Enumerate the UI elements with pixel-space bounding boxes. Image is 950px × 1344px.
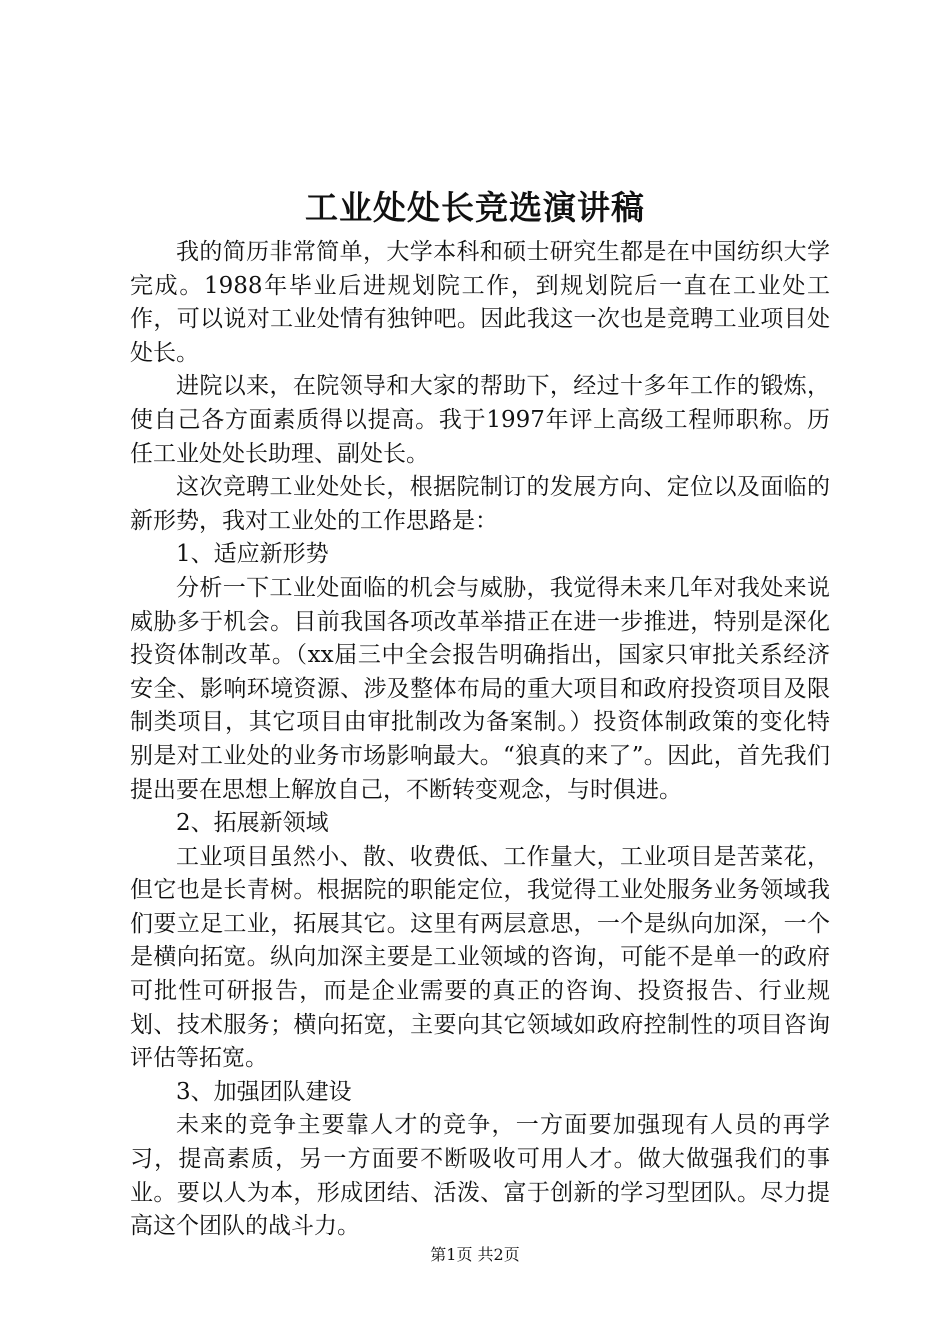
paragraph: 分析一下工业处面临的机会与威胁，我觉得未来几年对我处来说威胁多于机会。目前我国各项改革举措正在进一步推进，特别是深化投资体制改革。（xx届三中全会报告明确指出，国家只审批关系经济安全、影响环境资源、涉及整体布局的重大项目和政府投资项目及限制类项目，其它项目由审批制改为备案制。）投资体制政策的变化特别是对工业处的业务市场影响最大。“狼真的来了”。因此，首先我们提出要在思想上解放自己，不断转变观念，与时俱进。 [130, 574, 830, 803]
paragraph: 工业项目虽然小、散、收费低、工作量大，工业项目是苦菜花，但它也是长青树。根据院的职能定位，我觉得工业处服务业务领域我们要立足工业，拓展其它。这里有两层意思，一个是纵向加深，一个是横向拓宽。纵向加深主要是工业领域的咨询，可能不是单一的政府可批性可研报告，而是企业需要的真正的咨询、投资报告、行业规划、技术服务；横向拓宽，主要向其它领域如政府控制性的项目咨询评估等拓宽。 [130, 843, 830, 1072]
paragraph: 我的简历非常简单，大学本科和硕士研究生都是在中国纺织大学完成。1988年毕业后进规划院工作，到规划院后一直在工业处工作，可以说对工业处情有独钟吧。因此我这一次也是竞聘工业项目处处长。 [130, 239, 830, 366]
section-heading: 3、加强团队建设 [176, 1078, 352, 1105]
paragraph: 这次竞聘工业处处长，根据院制订的发展方向、定位以及面临的新形势，我对工业处的工作思路是： [130, 474, 830, 534]
section-heading: 1、适应新形势 [176, 541, 329, 568]
paragraph: 进院以来，在院领导和大家的帮助下，经过十多年工作的锻炼，使自己各方面素质得以提高。我于1997年评上高级工程师职称。历任工业处处长助理、副处长。 [130, 373, 830, 467]
section-heading: 2、拓展新领域 [176, 810, 329, 837]
paragraph: 未来的竞争主要靠人才的竞争，一方面要加强现有人员的再学习，提高素质，另一方面要不断吸收可用人才。做大做强我们的事业。要以人为本，形成团结、活泼、富于创新的学习型团队。尽力提高这个团队的战斗力。 [130, 1112, 830, 1240]
page-number-footer: 第1页 共2页 [430, 1245, 520, 1264]
document-body [130, 236, 830, 1244]
document-title: 工业处处长竞选演讲稿 [305, 188, 645, 227]
